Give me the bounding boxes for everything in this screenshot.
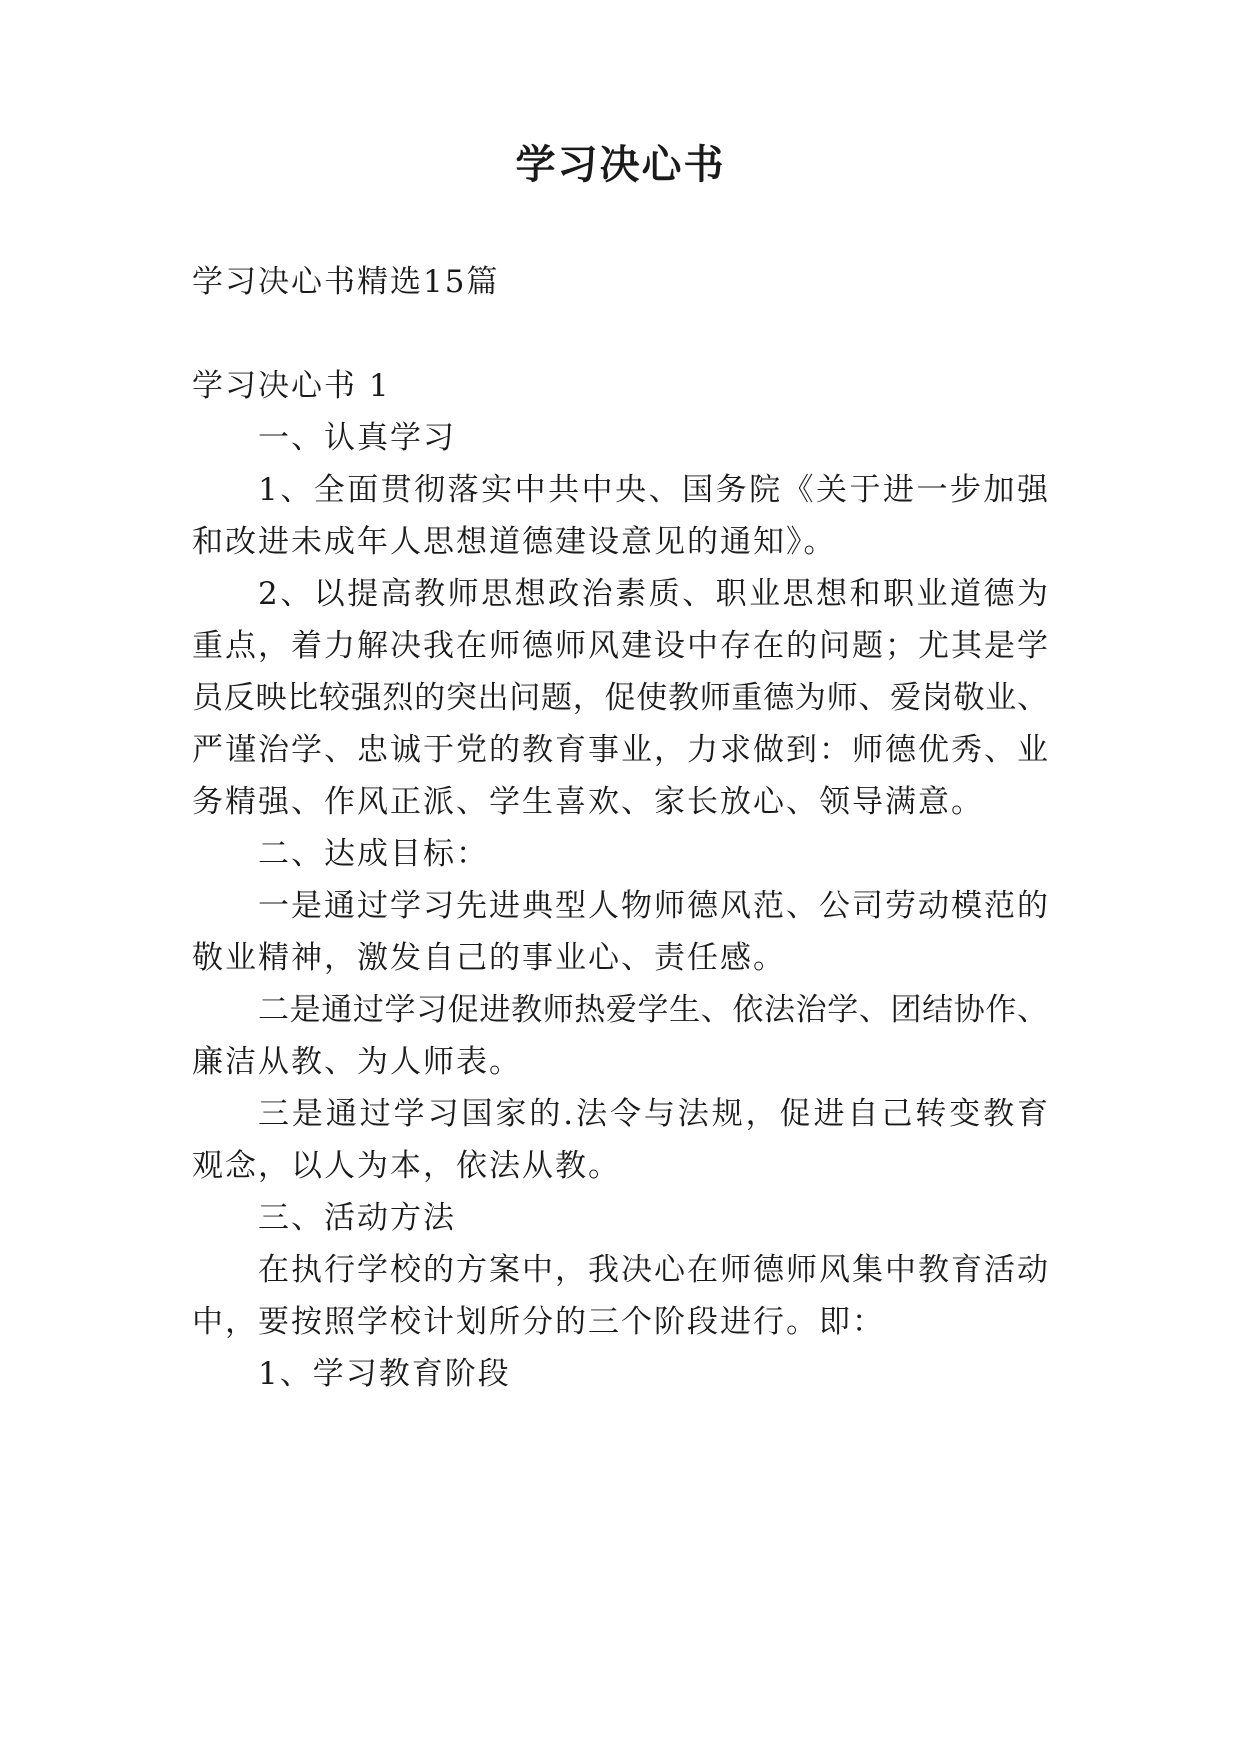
document-subtitle: 学习决心书精选15篇	[192, 264, 500, 300]
paragraph-line: 重点，着力解决我在师德师风建设中存在的问题；尤其是学	[192, 628, 1048, 664]
paragraph-line: 员反映比较强烈的突出问题，促使教师重德为师、爱岗敬业、	[192, 680, 1048, 716]
paragraph-line: 和改进未成年人思想道德建设意见的通知》。	[192, 524, 837, 560]
paragraph-line: 敬业精神，激发自己的事业心、责任感。	[192, 940, 786, 976]
paragraph-line: 在执行学校的方案中，我决心在师德师风集中教育活动	[258, 1252, 1048, 1288]
paragraph-line: 务精强、作风正派、学生喜欢、家长放心、领导满意。	[192, 784, 984, 820]
paragraph-line: 严谨治学、忠诚于党的教育事业，力求做到：师德优秀、业	[192, 732, 1048, 768]
heading-methods: 三、活动方法	[258, 1200, 456, 1236]
paragraph-line: 1、学习教育阶段	[258, 1356, 511, 1392]
paragraph-line: 二是通过学习促进教师热爱学生、依法治学、团结协作、	[258, 992, 1048, 1028]
document-title: 学习决心书	[515, 142, 726, 188]
paragraph-line: 三是通过学习国家的.法令与法规，促进自己转变教育	[258, 1096, 1048, 1132]
heading-study: 一、认真学习	[258, 420, 456, 456]
paragraph-line: 1、全面贯彻落实中共中央、国务院《关于进一步加强	[258, 472, 1048, 508]
paragraph-line: 廉洁从教、为人师表。	[192, 1044, 522, 1080]
paragraph-line: 中，要按照学校计划所分的三个阶段进行。即：	[192, 1304, 885, 1340]
paragraph-line: 2、以提高教师思想政治素质、职业思想和职业道德为	[258, 576, 1048, 612]
section-heading: 学习决心书 1	[192, 368, 391, 404]
paragraph-line: 一是通过学习先进典型人物师德风范、公司劳动模范的	[258, 888, 1048, 924]
paragraph-line: 观念，以人为本，依法从教。	[192, 1148, 621, 1184]
heading-goals: 二、达成目标：	[258, 836, 489, 872]
